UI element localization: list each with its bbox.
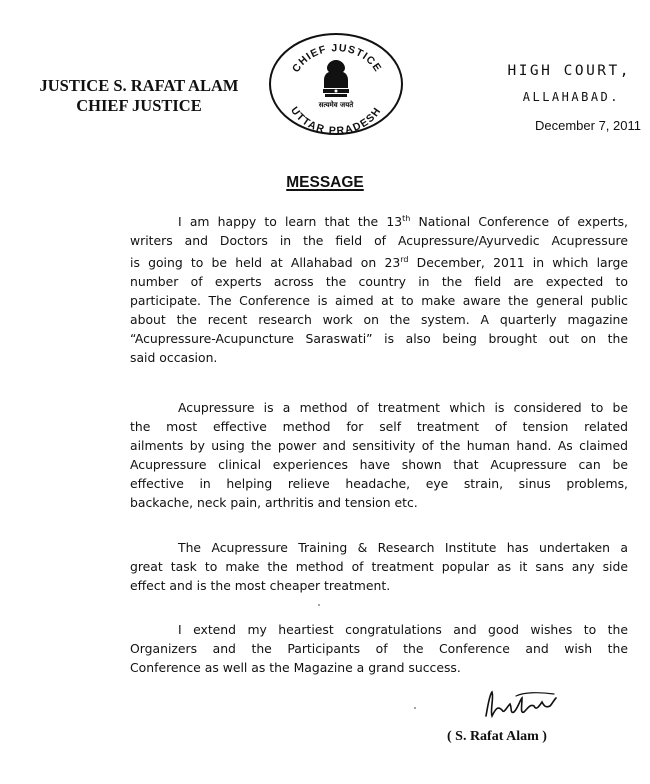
justice-name: JUSTICE S. RAFAT ALAM [39, 76, 239, 95]
paragraph-line: Acupressure clinical experiences have shown that Acupressure can be [130, 457, 628, 472]
paragraph-line: effect and is the most cheaper treatment. [130, 578, 391, 593]
scan-speck [414, 707, 416, 709]
chief-justice-seal [268, 32, 404, 136]
paragraph-line: said occasion. [130, 350, 218, 366]
paragraph-line: the most effective method for self treatment of tension related [130, 419, 628, 434]
paragraph-line: backache, neck pain, arthritis and tension etc. [130, 495, 418, 510]
paragraph-line: Organizers and the Participants of the Conference and wish the [130, 641, 628, 656]
seal-motto: सत्यमेव जयते [318, 101, 354, 109]
paragraph-line: Acupressure is a method of treatment which is considered to be [178, 400, 628, 415]
paragraph-line: writers and Doctors in the field of Acupressure/Ayurvedic Acupressure [130, 233, 628, 249]
handwritten-signature [480, 686, 560, 726]
message-paragraph-1 [130, 209, 628, 367]
paragraph-line: great task to make the method of treatment popular as it sans any side [130, 559, 628, 574]
seal-text-bottom: UTTAR PRADESH [288, 104, 384, 136]
letterhead-name-block [19, 76, 259, 116]
message-title-text: MESSAGE [286, 174, 364, 191]
signatory-name: ( S. Rafat Alam ) [447, 729, 547, 744]
paragraph-line: participate. The Conference is aimed at to make aware the general public [130, 293, 628, 309]
paragraph-line: “Acupressure-Acupuncture Saraswati” is also being brought out on the [130, 331, 628, 347]
paragraph-line: I extend my heartiest congratulations and good wishes to the [178, 622, 628, 637]
paragraph-line: Conference as well as the Magazine a grand success. [130, 660, 461, 675]
paragraph-line: about the recent research work on the system. A quarterly magazine [130, 312, 628, 328]
message-paragraph-3 [130, 538, 628, 595]
justice-designation: CHIEF JUSTICE [76, 96, 202, 115]
court-name: HIGH COURT, [507, 63, 631, 79]
paragraph-line: effective in helping relieve headache, eye strain, sinus problems, [130, 476, 628, 491]
paragraph-line: ailments by using the power and sensitivity of the human hand. As claimed [130, 438, 628, 453]
paragraph-line: number of experts across the country in the field are expected to [130, 274, 628, 290]
court-address-block [455, 63, 645, 133]
paragraph-line: I am happy to learn that the 13th National Conference of experts, [178, 214, 628, 230]
paragraph-line: is going to be held at Allahabad on 23rd December, 2011 in which large [130, 255, 628, 271]
scan-speck [318, 604, 320, 606]
court-city: ALLAHABAD. [522, 90, 620, 104]
message-paragraph-2 [130, 398, 628, 512]
message-title [0, 174, 650, 192]
message-paragraph-4 [130, 620, 628, 677]
paragraph-line: The Acupressure Training & Research Institute has undertaken a [178, 540, 628, 555]
letter-date: December 7, 2011 [535, 118, 641, 133]
lion-capital-emblem [323, 60, 349, 97]
seal-text-top: CHIEF JUSTICE [289, 42, 385, 75]
